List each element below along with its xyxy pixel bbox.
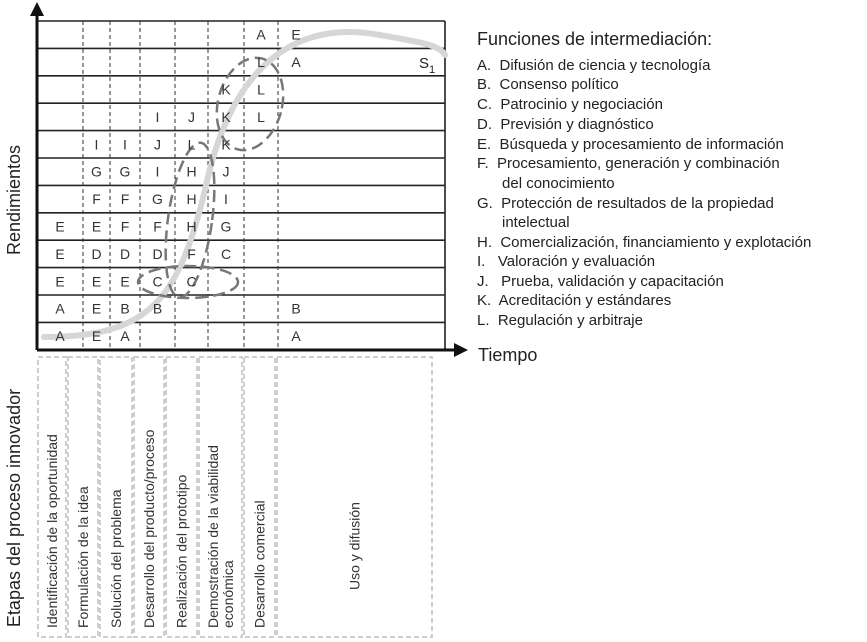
curve-label-subscript: 1 (429, 64, 436, 76)
grid-cell-letter: H (186, 191, 197, 208)
stage-label: Realización del prototipo (173, 474, 190, 628)
grid-cell-letter: E (55, 273, 65, 290)
grid-cell-letter: C (186, 273, 197, 290)
grid-cell-letter: F (120, 218, 130, 235)
grid-cell-letter: G (119, 163, 131, 180)
y-axis-arrow-icon (30, 2, 44, 16)
grid-cell-letter: E (291, 26, 301, 43)
grid-cell-letter: B (291, 300, 301, 317)
grid-cell-letter: F (120, 191, 130, 208)
x-axis-arrow-icon (454, 343, 468, 357)
grid-cell-letter: D (152, 245, 163, 262)
grid-cell-letter: C (152, 273, 163, 290)
curve-label-main: S (419, 55, 430, 72)
grid-cell-letter: I (155, 163, 160, 180)
stage-box (277, 357, 432, 637)
legend-item: del conocimiento (477, 175, 615, 192)
grid-cell-letter: A (291, 54, 301, 71)
stages-row (38, 357, 432, 637)
legend-item: G. Protección de resultados de la propiedad (477, 195, 774, 212)
legend-item: D. Previsión y diagnóstico (477, 116, 654, 133)
grid-cell-letter: K (221, 81, 231, 98)
grid-cell-letter: H (186, 218, 197, 235)
grid-cell-letter: E (91, 273, 102, 290)
legend-item: B. Consenso político (477, 76, 619, 93)
grid-cell-letter: K (221, 108, 231, 125)
grid-cell-letter: E (120, 273, 130, 290)
grid-cell-letter: E (91, 300, 102, 317)
legend-item: F. Procesamiento, generación y combinación (477, 155, 780, 172)
stage-label: económica (220, 560, 236, 628)
stage-label: Identificación de la oportunidad (44, 434, 60, 628)
stage-label: Desarrollo del producto/proceso (141, 429, 157, 628)
grid-cell-letter: I (94, 136, 99, 153)
legend-item: H. Comercialización, financiamiento y explotación (477, 234, 812, 251)
grid-cell-letter: B (120, 300, 130, 317)
grid-cell-letter: G (152, 191, 163, 208)
x-axis-label: Tiempo (478, 345, 538, 365)
grid-cell-letter: L (257, 81, 265, 98)
legend-title: Funciones de intermediación: (477, 29, 713, 49)
legend-item: intelectual (477, 214, 570, 231)
grid-cell-letter: F (187, 245, 196, 262)
y-axis-label: Rendimientos (4, 144, 24, 256)
grid-cell-letter: A (120, 328, 130, 345)
stage-label: Solución del problema (108, 489, 124, 628)
grid-cell-letter: E (55, 245, 65, 262)
legend (477, 29, 811, 329)
grid-cell-letter: A (55, 328, 65, 345)
grid-cell-letter: H (186, 163, 197, 180)
grid-cell-letter: J (188, 108, 195, 125)
grid-cell-letter: D (91, 245, 102, 262)
grid-cell-letter: G (220, 218, 232, 235)
grid-cell-letter: K (221, 136, 231, 153)
grid-cell-letter: A (291, 328, 301, 345)
legend-item: I. Valoración y evaluación (477, 253, 656, 270)
grid-cell-letter: E (55, 218, 65, 235)
grid-cell-letter: L (257, 54, 265, 71)
grid-cell-letter: L (187, 136, 196, 153)
grid-cell-letter: F (153, 218, 162, 235)
grid-cell-letter: A (256, 26, 266, 43)
grid-cell-letter: G (91, 163, 102, 180)
stages-axis-label: Etapas del proceso innovador (4, 388, 24, 628)
stage-label: Demostración de la viabilidad (205, 445, 221, 628)
grid-cell-letter: I (123, 136, 127, 153)
grid-cell-letter: A (55, 300, 65, 317)
stage-label: Desarrollo comercial (251, 500, 268, 628)
grid-cell-letter: D (119, 245, 131, 262)
legend-item: J. Prueba, validación y capacitación (477, 273, 724, 290)
grid-cell-letter: I (224, 191, 228, 208)
stage-label: Formulación de la idea (75, 486, 91, 628)
legend-item: E. Búsqueda y procesamiento de información (477, 136, 784, 153)
curve-label (419, 55, 435, 76)
legend-item: C. Patrocinio y negociación (477, 96, 663, 113)
grid-cell-letter: C (220, 245, 232, 262)
legend-item: L. Regulación y arbitraje (477, 312, 643, 329)
grid-cell-letter: E (91, 328, 102, 345)
legend-item: K. Acreditación y estándares (477, 292, 672, 309)
stage-label: Uso y difusión (346, 502, 363, 590)
grid-cell-letter: I (155, 108, 160, 125)
grid-cell-letter: J (222, 163, 230, 180)
grid-cell-letter: J (154, 136, 161, 153)
grid-cell-letter: B (152, 300, 163, 317)
legend-item: A. Difusión de ciencia y tecnología (477, 57, 711, 74)
grid-cell-letter: F (92, 191, 101, 208)
grid-cell-letter: E (91, 218, 102, 235)
grid-cell-letter: L (257, 108, 265, 125)
